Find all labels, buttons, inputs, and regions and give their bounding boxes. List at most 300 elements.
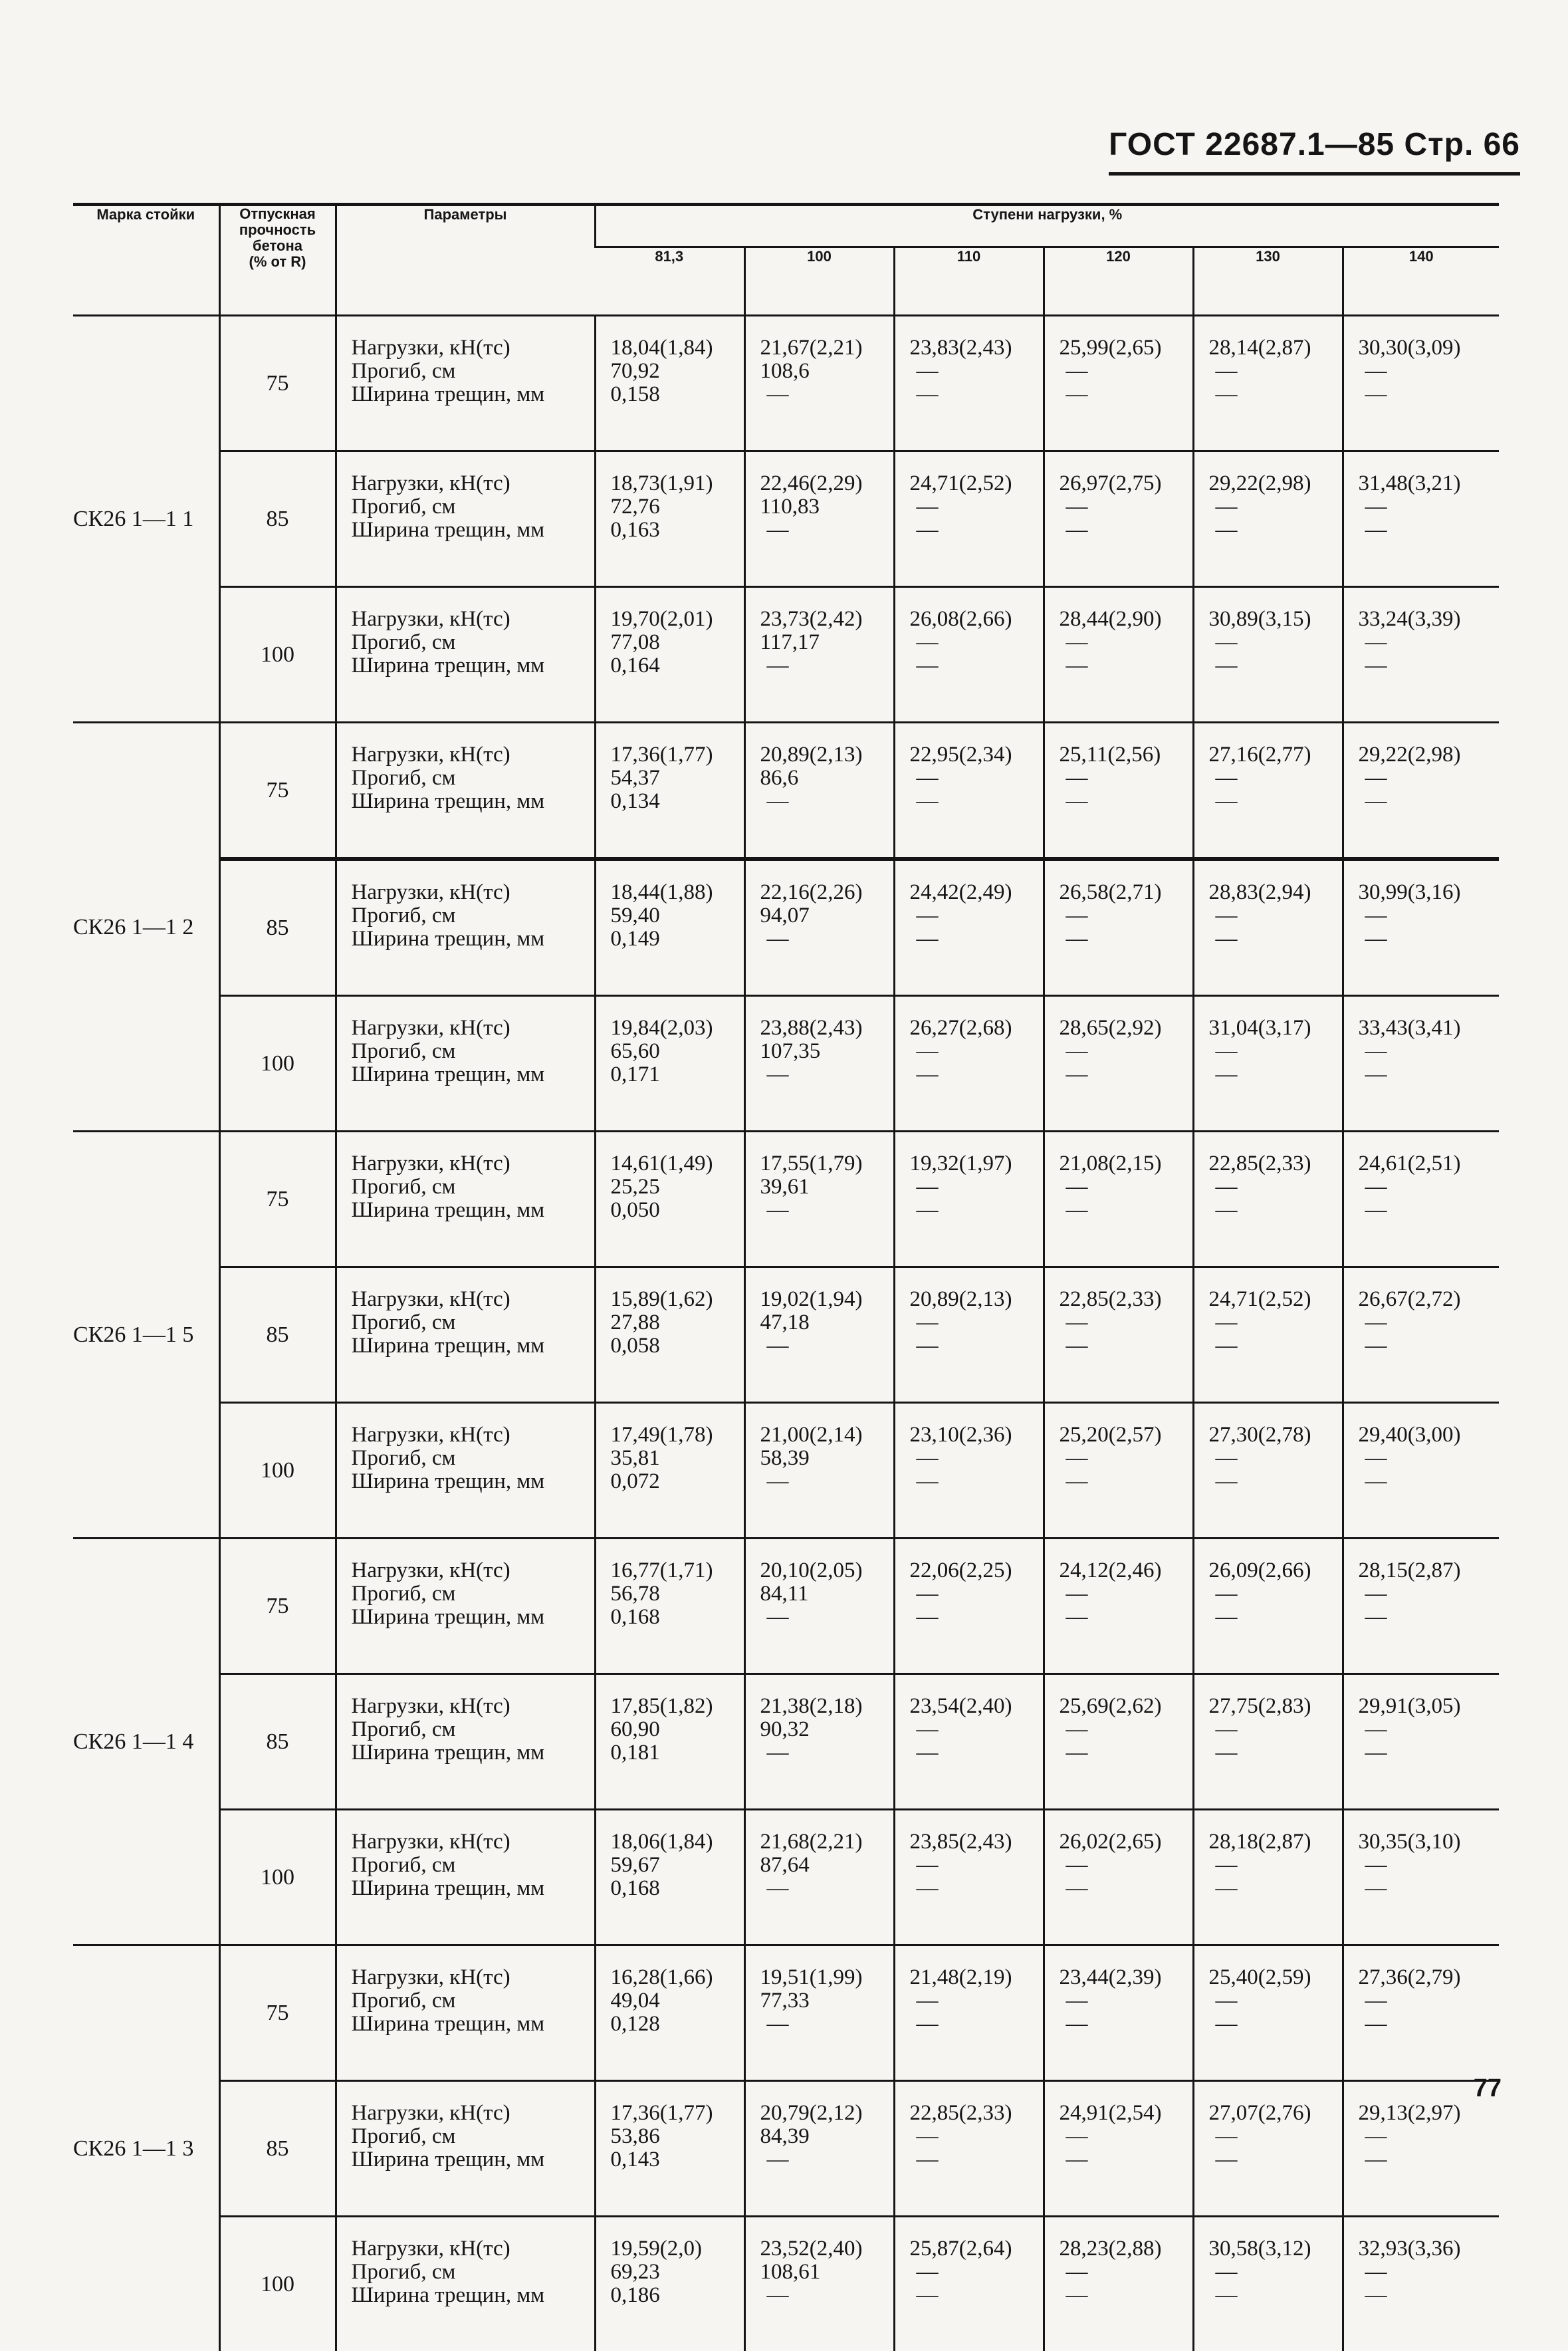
deflection-value: 117,17 (760, 631, 893, 654)
params-cell (336, 2081, 595, 2217)
deflection-value: — (1209, 1582, 1342, 1606)
deflection-value: 59,40 (611, 904, 744, 928)
crack-width-value: 0,164 (611, 654, 744, 678)
deflection-value: — (910, 2261, 1043, 2284)
load-value: 29,91(3,05) (1359, 1695, 1500, 1718)
load-value: 18,06(1,84) (611, 1830, 744, 1854)
deflection-value: — (1359, 2261, 1500, 2284)
mark-cell: СК26 1—1 4 (73, 1539, 219, 1945)
header-params: Параметры (336, 205, 595, 316)
crack-width-value: — (1060, 1470, 1192, 1493)
deflection-value: 77,08 (611, 631, 744, 654)
header-strength: Отпускная прочность бетона (% от R) (219, 205, 336, 316)
crack-width-value: — (910, 1199, 1043, 1222)
deflection-value: — (1060, 1311, 1192, 1334)
deflection-value: 108,6 (760, 360, 893, 383)
load-value: 25,69(2,62) (1060, 1695, 1192, 1718)
value-cell (744, 1945, 894, 2081)
load-value: 23,88(2,43) (760, 1017, 893, 1040)
table-row (73, 316, 1499, 451)
value-cell (1044, 1674, 1193, 1810)
strength-cell: 85 (219, 859, 336, 996)
load-value: 19,02(1,94) (760, 1288, 893, 1311)
crack-width-value: — (1060, 2148, 1192, 2171)
crack-width-value: — (1359, 1470, 1500, 1493)
crack-width-value: 0,168 (611, 1606, 744, 1629)
load-value: 26,08(2,66) (910, 608, 1043, 631)
crack-width-value: — (760, 2284, 893, 2307)
param-label: Ширина трещин, мм (352, 519, 594, 542)
header-step-110: 110 (894, 247, 1044, 316)
load-value: 29,22(2,98) (1359, 743, 1500, 767)
value-cell (595, 587, 744, 723)
crack-width-value: — (760, 1741, 893, 1765)
value-cell (595, 316, 744, 451)
param-label: Прогиб, см (352, 1582, 594, 1606)
value-cell (894, 1674, 1044, 1810)
crack-width-value: — (910, 1877, 1043, 1900)
value-cell (595, 996, 744, 1132)
value-cell (1193, 1267, 1343, 1403)
crack-width-value: — (910, 928, 1043, 951)
deflection-value: — (1359, 904, 1500, 928)
deflection-value: 110,83 (760, 495, 893, 519)
value-cell (1193, 2081, 1343, 2217)
params-cell (336, 723, 595, 860)
deflection-value: — (1359, 495, 1500, 519)
load-value: 17,55(1,79) (760, 1152, 893, 1176)
value-cell (595, 1810, 744, 1945)
params-cell (336, 1674, 595, 1810)
table-row (73, 1539, 1499, 1674)
deflection-value: — (1359, 1854, 1500, 1877)
load-value: 30,30(3,09) (1359, 336, 1500, 360)
deflection-value: — (1060, 904, 1192, 928)
deflection-value: — (1209, 495, 1342, 519)
value-cell (1044, 1403, 1193, 1539)
load-value: 21,08(2,15) (1060, 1152, 1192, 1176)
value-cell (595, 451, 744, 587)
table-row (73, 587, 1499, 723)
params-cell (336, 1539, 595, 1674)
load-value: 27,07(2,76) (1209, 2102, 1342, 2125)
table-row (73, 1810, 1499, 1945)
deflection-value: 84,39 (760, 2125, 893, 2148)
param-label: Нагрузки, кН(тс) (352, 743, 594, 767)
load-value: 26,02(2,65) (1060, 1830, 1192, 1854)
crack-width-value: — (1209, 1877, 1342, 1900)
table-row (73, 1403, 1499, 1539)
value-cell (744, 1267, 894, 1403)
value-cell (894, 1810, 1044, 1945)
value-cell (595, 859, 744, 996)
deflection-value: — (1359, 631, 1500, 654)
load-value: 27,75(2,83) (1209, 1695, 1342, 1718)
crack-width-value: — (910, 2013, 1043, 2036)
load-value: 31,04(3,17) (1209, 1017, 1342, 1040)
value-cell (595, 1132, 744, 1267)
value-cell (1343, 1267, 1499, 1403)
value-cell (744, 723, 894, 860)
value-cell (1343, 723, 1499, 860)
value-cell (1193, 1539, 1343, 1674)
deflection-value: — (1060, 767, 1192, 790)
load-value: 19,32(1,97) (910, 1152, 1043, 1176)
deflection-value: — (1359, 1989, 1500, 2013)
load-value: 28,23(2,88) (1060, 2237, 1192, 2261)
load-value: 23,73(2,42) (760, 608, 893, 631)
deflection-value: — (910, 1718, 1043, 1741)
document-title: ГОСТ 22687.1—85 Стр. 66 (1109, 127, 1520, 162)
value-cell (1193, 723, 1343, 860)
value-cell (1044, 1945, 1193, 2081)
strength-cell: 75 (219, 316, 336, 451)
load-value: 26,09(2,66) (1209, 1559, 1342, 1582)
value-cell (744, 1403, 894, 1539)
deflection-value: 94,07 (760, 904, 893, 928)
crack-width-value: 0,171 (611, 1063, 744, 1086)
crack-width-value: 0,128 (611, 2013, 744, 2036)
table-row (73, 1267, 1499, 1403)
load-value: 25,99(2,65) (1060, 336, 1192, 360)
load-value: 21,38(2,18) (760, 1695, 893, 1718)
param-label: Нагрузки, кН(тс) (352, 1152, 594, 1176)
crack-width-value: — (1060, 2284, 1192, 2307)
value-cell (744, 1132, 894, 1267)
crack-width-value: — (1060, 790, 1192, 813)
param-label: Нагрузки, кН(тс) (352, 2102, 594, 2125)
strength-cell: 85 (219, 451, 336, 587)
value-cell (1343, 2217, 1499, 2351)
load-value: 33,43(3,41) (1359, 1017, 1500, 1040)
deflection-value: 25,25 (611, 1176, 744, 1199)
params-cell (336, 996, 595, 1132)
value-cell (1193, 587, 1343, 723)
deflection-value: — (910, 1176, 1043, 1199)
value-cell (894, 1945, 1044, 2081)
load-value: 20,89(2,13) (760, 743, 893, 767)
crack-width-value: — (910, 1606, 1043, 1629)
crack-width-value: — (1359, 654, 1500, 678)
param-label: Ширина трещин, мм (352, 2013, 594, 2036)
crack-width-value: — (1060, 1606, 1192, 1629)
value-cell (744, 859, 894, 996)
deflection-value: — (1060, 360, 1192, 383)
value-cell (1343, 1403, 1499, 1539)
param-label: Нагрузки, кН(тс) (352, 1017, 594, 1040)
value-cell (1343, 1945, 1499, 2081)
strength-cell: 75 (219, 1539, 336, 1674)
crack-width-value: — (1209, 519, 1342, 542)
value-cell (1343, 1539, 1499, 1674)
crack-width-value: — (910, 654, 1043, 678)
deflection-value: — (1359, 2125, 1500, 2148)
param-label: Нагрузки, кН(тс) (352, 1288, 594, 1311)
crack-width-value: — (1060, 2013, 1192, 2036)
value-cell (744, 996, 894, 1132)
load-value: 20,79(2,12) (760, 2102, 893, 2125)
load-value: 27,30(2,78) (1209, 1423, 1342, 1447)
deflection-value: 39,61 (760, 1176, 893, 1199)
param-label: Прогиб, см (352, 1040, 594, 1063)
header-step-81: 81,3 (595, 247, 744, 316)
load-value: 24,12(2,46) (1060, 1559, 1192, 1582)
value-cell (1044, 1132, 1193, 1267)
load-value: 25,40(2,59) (1209, 1966, 1342, 1989)
deflection-value: — (1060, 1176, 1192, 1199)
param-label: Ширина трещин, мм (352, 790, 594, 813)
strength-cell: 85 (219, 2081, 336, 2217)
value-cell (595, 2217, 744, 2351)
strength-cell: 100 (219, 1403, 336, 1539)
param-label: Прогиб, см (352, 1989, 594, 2013)
param-label: Нагрузки, кН(тс) (352, 1830, 594, 1854)
crack-width-value: 0,163 (611, 519, 744, 542)
crack-width-value: — (1209, 2148, 1342, 2171)
load-value: 30,89(3,15) (1209, 608, 1342, 631)
deflection-value: — (910, 1311, 1043, 1334)
param-label: Прогиб, см (352, 1447, 594, 1470)
deflection-value: 35,81 (611, 1447, 744, 1470)
crack-width-value: — (1359, 1877, 1500, 1900)
load-value: 16,77(1,71) (611, 1559, 744, 1582)
load-value: 19,70(2,01) (611, 608, 744, 631)
load-value: 26,27(2,68) (910, 1017, 1043, 1040)
crack-width-value: — (1060, 928, 1192, 951)
crack-width-value: — (760, 1199, 893, 1222)
table-header (73, 205, 1499, 316)
crack-width-value: — (910, 383, 1043, 406)
crack-width-value: — (760, 2148, 893, 2171)
crack-width-value: — (1209, 1334, 1342, 1358)
deflection-value: 72,76 (611, 495, 744, 519)
deflection-value: — (1209, 1447, 1342, 1470)
value-cell (595, 1945, 744, 2081)
deflection-value: 77,33 (760, 1989, 893, 2013)
value-cell (1193, 859, 1343, 996)
load-value: 22,85(2,33) (1060, 1288, 1192, 1311)
deflection-value: — (1359, 1718, 1500, 1741)
load-value: 22,85(2,33) (910, 2102, 1043, 2125)
table-row (73, 2217, 1499, 2351)
deflection-value: — (910, 2125, 1043, 2148)
param-label: Ширина трещин, мм (352, 1741, 594, 1765)
mark-cell: СК26 1—1 1 (73, 316, 219, 723)
param-label: Прогиб, см (352, 495, 594, 519)
value-cell (1044, 1539, 1193, 1674)
deflection-value: — (1060, 631, 1192, 654)
value-cell (894, 723, 1044, 860)
deflection-value: — (910, 631, 1043, 654)
load-value: 23,83(2,43) (910, 336, 1043, 360)
param-label: Прогиб, см (352, 360, 594, 383)
crack-width-value: — (910, 1470, 1043, 1493)
load-value: 23,10(2,36) (910, 1423, 1043, 1447)
mark-cell: СК26 1—1 5 (73, 1132, 219, 1539)
load-value: 18,73(1,91) (611, 472, 744, 495)
param-label: Ширина трещин, мм (352, 2148, 594, 2171)
deflection-value: — (1359, 1447, 1500, 1470)
deflection-value: 53,86 (611, 2125, 744, 2148)
deflection-value: 86,6 (760, 767, 893, 790)
deflection-value: 60,90 (611, 1718, 744, 1741)
param-label: Ширина трещин, мм (352, 1606, 594, 1629)
load-value: 30,35(3,10) (1359, 1830, 1500, 1854)
value-cell (595, 1267, 744, 1403)
load-value: 23,44(2,39) (1060, 1966, 1192, 1989)
deflection-value: 70,92 (611, 360, 744, 383)
header-step-100: 100 (744, 247, 894, 316)
load-value: 20,89(2,13) (910, 1288, 1043, 1311)
crack-width-value: — (1359, 1063, 1500, 1086)
deflection-value: — (1359, 1582, 1500, 1606)
value-cell (1193, 1132, 1343, 1267)
load-value: 24,71(2,52) (910, 472, 1043, 495)
deflection-value: 56,78 (611, 1582, 744, 1606)
value-cell (1193, 451, 1343, 587)
value-cell (894, 587, 1044, 723)
crack-width-value: — (910, 1334, 1043, 1358)
crack-width-value: — (1209, 1470, 1342, 1493)
crack-width-value: — (910, 1063, 1043, 1086)
crack-width-value: — (760, 1877, 893, 1900)
deflection-value: — (1060, 1582, 1192, 1606)
value-cell (1193, 996, 1343, 1132)
load-value: 25,11(2,56) (1060, 743, 1192, 767)
param-label: Прогиб, см (352, 1718, 594, 1741)
crack-width-value: — (760, 1063, 893, 1086)
value-cell (1044, 2217, 1193, 2351)
param-label: Прогиб, см (352, 1311, 594, 1334)
load-value: 29,40(3,00) (1359, 1423, 1500, 1447)
load-value: 22,46(2,29) (760, 472, 893, 495)
crack-width-value: — (910, 2148, 1043, 2171)
value-cell (894, 859, 1044, 996)
load-value: 26,97(2,75) (1060, 472, 1192, 495)
param-label: Ширина трещин, мм (352, 1470, 594, 1493)
deflection-value: — (1060, 495, 1192, 519)
load-value: 21,67(2,21) (760, 336, 893, 360)
param-label: Ширина трещин, мм (352, 1877, 594, 1900)
param-label: Прогиб, см (352, 767, 594, 790)
load-value: 16,28(1,66) (611, 1966, 744, 1989)
table-body (73, 316, 1499, 2351)
value-cell (1343, 587, 1499, 723)
value-cell (1193, 2217, 1343, 2351)
strength-cell: 75 (219, 723, 336, 860)
value-cell (1343, 1810, 1499, 1945)
strength-cell: 100 (219, 1810, 336, 1945)
crack-width-value: — (760, 1470, 893, 1493)
deflection-value: 47,18 (760, 1311, 893, 1334)
crack-width-value: 0,072 (611, 1470, 744, 1493)
crack-width-value: — (1359, 928, 1500, 951)
params-cell (336, 2217, 595, 2351)
value-cell (744, 1539, 894, 1674)
mark-cell: СК26 1—1 3 (73, 1945, 219, 2351)
crack-width-value: — (1359, 1199, 1500, 1222)
table-row (73, 1945, 1499, 2081)
param-label: Ширина трещин, мм (352, 1334, 594, 1358)
value-cell (894, 316, 1044, 451)
crack-width-value: — (760, 519, 893, 542)
crack-width-value: — (1060, 1063, 1192, 1086)
deflection-value: — (910, 1582, 1043, 1606)
load-value: 24,71(2,52) (1209, 1288, 1342, 1311)
value-cell (595, 2081, 744, 2217)
value-cell (894, 1267, 1044, 1403)
deflection-value: — (910, 1854, 1043, 1877)
load-value: 19,59(2,0) (611, 2237, 744, 2261)
params-cell (336, 316, 595, 451)
deflection-value: — (1060, 1989, 1192, 2013)
deflection-value: 69,23 (611, 2261, 744, 2284)
value-cell (744, 587, 894, 723)
deflection-value: — (1209, 1718, 1342, 1741)
strength-cell: 85 (219, 1267, 336, 1403)
crack-width-value: 0,186 (611, 2284, 744, 2307)
value-cell (744, 2081, 894, 2217)
value-cell (1044, 723, 1193, 860)
deflection-value: — (1209, 360, 1342, 383)
table-row (73, 2081, 1499, 2217)
page-number: 77 (1474, 2074, 1502, 2103)
value-cell (894, 451, 1044, 587)
param-label: Ширина трещин, мм (352, 1063, 594, 1086)
crack-width-value: — (1209, 928, 1342, 951)
value-cell (1343, 1674, 1499, 1810)
value-cell (595, 1674, 744, 1810)
crack-width-value: — (1359, 519, 1500, 542)
deflection-value: — (1209, 1176, 1342, 1199)
strength-cell: 75 (219, 1945, 336, 2081)
param-label: Нагрузки, кН(тс) (352, 1423, 594, 1447)
value-cell (595, 723, 744, 860)
crack-width-value: — (1209, 383, 1342, 406)
crack-width-value: — (1060, 1877, 1192, 1900)
value-cell (1343, 1132, 1499, 1267)
param-label: Ширина трещин, мм (352, 654, 594, 678)
deflection-value: — (1209, 767, 1342, 790)
params-cell (336, 859, 595, 996)
load-value: 31,48(3,21) (1359, 472, 1500, 495)
params-cell (336, 451, 595, 587)
value-cell (1193, 316, 1343, 451)
load-value: 30,58(3,12) (1209, 2237, 1342, 2261)
page-header (1109, 126, 1520, 176)
load-value: 30,99(3,16) (1359, 881, 1500, 904)
deflection-value: 49,04 (611, 1989, 744, 2013)
value-cell (894, 1403, 1044, 1539)
deflection-value: — (1060, 1854, 1192, 1877)
deflection-value: — (1060, 2125, 1192, 2148)
crack-width-value: — (1359, 2284, 1500, 2307)
value-cell (1044, 451, 1193, 587)
strength-cell: 100 (219, 587, 336, 723)
load-value: 20,10(2,05) (760, 1559, 893, 1582)
param-label: Нагрузки, кН(тс) (352, 472, 594, 495)
value-cell (1193, 1810, 1343, 1945)
crack-width-value: — (1060, 519, 1192, 542)
deflection-value: 54,37 (611, 767, 744, 790)
load-test-table (73, 203, 1499, 2351)
param-label: Прогиб, см (352, 631, 594, 654)
deflection-value: 84,11 (760, 1582, 893, 1606)
deflection-value: — (1060, 1718, 1192, 1741)
value-cell (595, 1403, 744, 1539)
deflection-value: — (1359, 767, 1500, 790)
crack-width-value: — (1359, 2148, 1500, 2171)
